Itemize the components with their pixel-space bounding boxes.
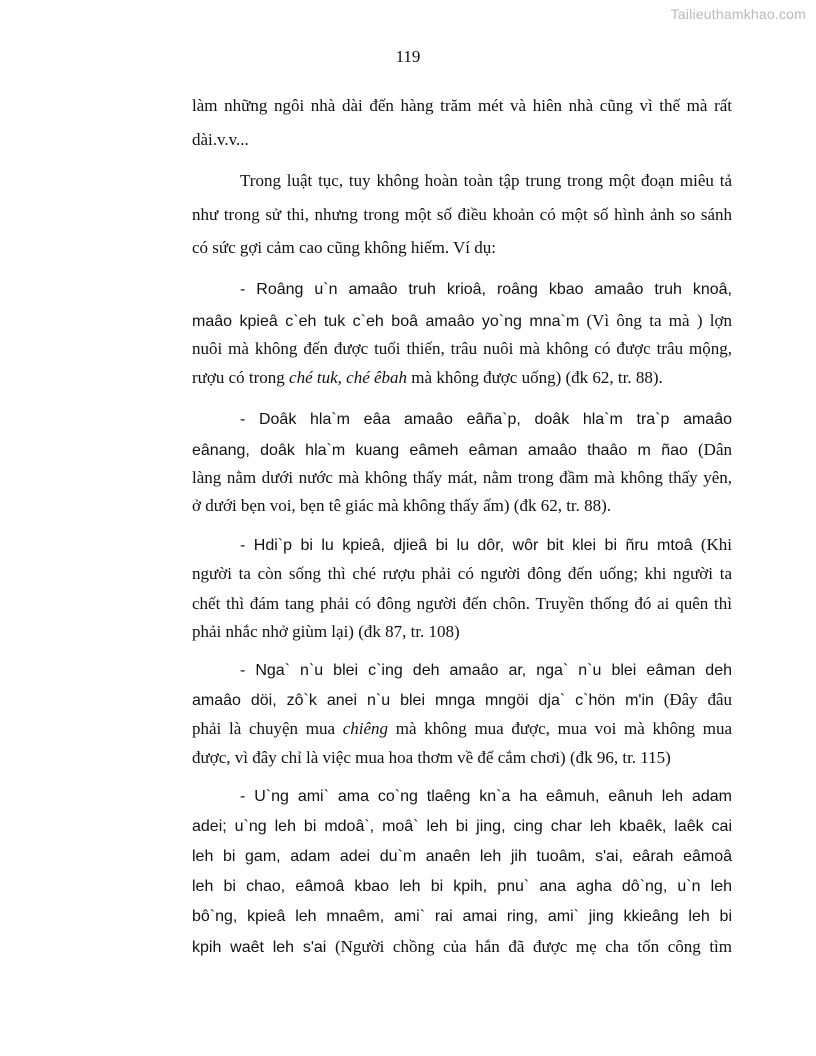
ede-quote: - Hdi`p bi lu kpieâ, djieâ bi lu dôr, wôr bit klei bi ñru mtoâ [240, 537, 693, 554]
text-line: nuôi mà không đến được tuổi thiến, trâu nuôi mà không có được trâu mộng, [192, 339, 732, 358]
text-span: phải là chuyện mua [192, 719, 343, 738]
text-line [192, 368, 732, 388]
mixed-line [192, 937, 732, 958]
ede-quote: eânang, doâk hla`m kuang eâmeh eâman amaâo thaâo m ñao [192, 442, 688, 459]
mixed-line [240, 535, 732, 556]
text-line [192, 719, 732, 739]
ede-quote: amaâo döi, zô`k anei n`u blei mnga mngöi dja` c`hön m'in [192, 692, 654, 709]
ede-quote-line: - U`ng ami` ama co`ng tlaêng kn`a ha eâmuh, eânuh leh adam [240, 788, 732, 805]
ede-quote-line: - Doâk hla`m eâa amaâo eâña`p, doâk hla`m tra`p amaâo [240, 411, 732, 428]
translation: (Đây đâu [653, 690, 732, 709]
text-line: người ta còn sống thì ché rượu phải có người đông đến uống; khi người ta [192, 564, 732, 583]
ede-quote-line: - Nga` n`u blei c`ing deh amaâo ar, nga` n`u blei eâman deh [240, 662, 732, 679]
text-span: rượu có trong [192, 368, 290, 387]
text-span: mà không mua được, mua voi mà không mua [388, 719, 732, 738]
watermark: Tailieuthamkhao.com [670, 6, 806, 22]
translation: (Dân [687, 440, 733, 459]
text-line: phải nhắc nhở giùm lại) (đk 87, tr. 108) [192, 622, 460, 641]
italic-term: chiêng [342, 719, 389, 738]
italic-term: ché tuk, ché êbah [289, 368, 408, 387]
text-line: chết thì đám tang phải có đông người đến chôn. Truyền thống đó ai quên thì [192, 594, 732, 613]
page-number: 119 [395, 47, 421, 66]
text-line: làm những ngôi nhà dài đến hàng trăm mét và hiên nhà cũng vì thế mà rất [192, 96, 732, 115]
ede-quote-line: adei; u`ng leh bi mdoâ`, moâ` leh bi jing, cing char leh kbaêk, laêk cai [192, 818, 732, 835]
text-line: dài.v.v... [192, 130, 249, 149]
ede-quote-line: bô`ng, kpieâ leh mnaêm, ami` rai amai ring, ami` jing kkieâng leh bi [192, 908, 732, 925]
ede-quote: kpih waêt leh s'ai [192, 939, 327, 956]
text-line: làng nằm dưới nước mà không thấy mát, nằm trong đầm mà không thấy yên, [192, 468, 732, 487]
text-line: được, vì đây chỉ là việc mua hoa thơm về để cắm chơi) (đk 96, tr. 115) [192, 748, 671, 767]
translation: (Người chồng của hắn đã được mẹ cha tốn công tìm [326, 937, 733, 956]
ede-quote-line: - Roâng u`n amaâo truh krioâ, roâng kbao amaâo truh knoâ, [240, 281, 732, 298]
translation: (Khi [692, 535, 732, 554]
text-line: như trong sử thi, nhưng trong một số điều khoản có một số hình ảnh so sánh [192, 205, 732, 224]
text-line: ở dưới bẹn voi, bẹn tê giác mà không thấy ấm) (đk 62, tr. 88). [192, 496, 612, 515]
text-line: có sức gợi cảm cao cũng không hiếm. Ví dụ: [192, 238, 496, 257]
ede-quote-line: leh bi gam, adam adei du`m anaên leh jih tuoâm, s'ai, eârah eâmoâ [192, 848, 732, 865]
ede-quote-line: leh bi chao, eâmoâ kbao leh bi kpih, pnu` ana agha dô`ng, u`n leh [192, 878, 732, 895]
mixed-line [192, 311, 732, 332]
text-line: Trong luật tục, tuy không hoàn toàn tập trung trong một đoạn miêu tả [240, 171, 732, 190]
mixed-line [192, 440, 732, 461]
mixed-line [192, 690, 732, 711]
translation: (Vì ông ta mà ) lợn [579, 311, 733, 330]
text-span: mà không được uống) (đk 62, tr. 88). [407, 368, 663, 387]
ede-quote: maâo kpieâ c`eh tuk c`eh boâ amaâo yo`ng mna`m [192, 313, 580, 330]
